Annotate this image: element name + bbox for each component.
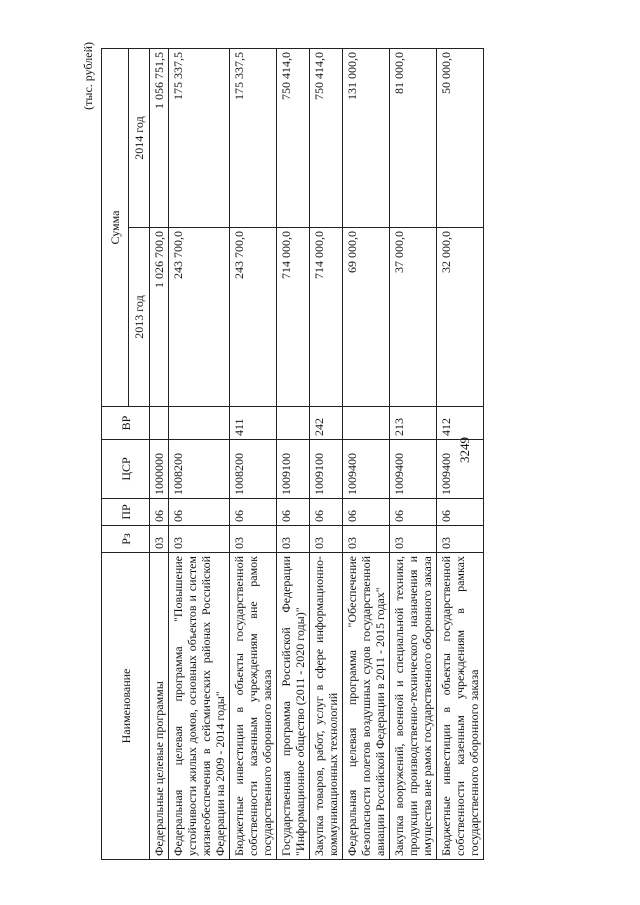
row-vr: 213	[390, 407, 437, 440]
row-pr: 06	[150, 499, 169, 526]
row-csr: 1008200	[230, 440, 277, 499]
row-rz: 03	[310, 526, 343, 553]
row-vr	[169, 407, 230, 440]
row-vr	[343, 407, 390, 440]
row-2014: 1 056 751,5	[150, 49, 169, 228]
table-row	[150, 49, 169, 860]
row-name: Бюджетные инвестиции в объекты государственной собственности казенным учреждениям вне рамок государственного оборонного заказа	[230, 553, 277, 860]
row-rz: 03	[230, 526, 277, 553]
header-vr: ВР	[102, 407, 150, 440]
row-pr: 06	[230, 499, 277, 526]
row-2014: 131 000,0	[343, 49, 390, 228]
row-2013: 32 000,0	[437, 228, 484, 407]
row-pr: 06	[277, 499, 310, 526]
row-name: Закупка товаров, работ, услуг в сфере информационно-коммуникационных технологий	[310, 553, 343, 860]
table-row	[343, 49, 390, 860]
row-rz: 03	[437, 526, 484, 553]
rotated-content	[75, 40, 555, 860]
row-csr: 1008200	[169, 440, 230, 499]
row-rz: 03	[343, 526, 390, 553]
row-pr: 06	[437, 499, 484, 526]
row-pr: 06	[310, 499, 343, 526]
row-2014: 750 414,0	[277, 49, 310, 228]
row-2014: 81 000,0	[390, 49, 437, 228]
row-csr: 1000000	[150, 440, 169, 499]
table-row	[169, 49, 230, 860]
header-csr: ЦСР	[102, 440, 150, 499]
row-vr: 411	[230, 407, 277, 440]
table-row	[310, 49, 343, 860]
row-name: Федеральная целевая программа "Обеспечение безопасности полетов воздушных судов государственной авиации Российской Федерации в 2011 - 2015 годах"	[343, 553, 390, 860]
row-vr	[150, 407, 169, 440]
row-pr: 06	[343, 499, 390, 526]
row-2014: 50 000,0	[437, 49, 484, 228]
header-pr: ПР	[102, 499, 150, 526]
header-rz: Рз	[102, 526, 150, 553]
row-2013: 714 000,0	[310, 228, 343, 407]
row-2013: 714 000,0	[277, 228, 310, 407]
row-name: Государственная программа Российской Федерации "Информационное общество (2011 - 2020 годы)"	[277, 553, 310, 860]
budget-table	[101, 48, 484, 860]
row-2014: 175 337,5	[169, 49, 230, 228]
row-rz: 03	[169, 526, 230, 553]
row-csr: 1009400	[437, 440, 484, 499]
row-csr: 1009400	[343, 440, 390, 499]
row-csr: 1009400	[390, 440, 437, 499]
row-2013: 37 000,0	[390, 228, 437, 407]
table-row	[277, 49, 310, 860]
table-row	[437, 49, 484, 860]
row-pr: 06	[390, 499, 437, 526]
header-sum: Сумма	[102, 49, 129, 407]
row-pr: 06	[169, 499, 230, 526]
row-2013: 69 000,0	[343, 228, 390, 407]
row-name: Закупка вооружений, военной и специальной техники, продукции производственно-технического назначения и имущества вне рамок государственного оборонного заказа	[390, 553, 437, 860]
table-row	[390, 49, 437, 860]
row-name: Бюджетные инвестиции в объекты государственной собственности казенным учреждениям в рамках государственного оборонного заказа	[437, 553, 484, 860]
row-rz: 03	[150, 526, 169, 553]
row-rz: 03	[390, 526, 437, 553]
row-2014: 750 414,0	[310, 49, 343, 228]
page-number: 3249	[457, 437, 472, 463]
row-csr: 1009100	[277, 440, 310, 499]
row-2013: 1 026 700,0	[150, 228, 169, 407]
header-name: Наименование	[102, 553, 150, 860]
row-2014: 175 337,5	[230, 49, 277, 228]
table-row	[230, 49, 277, 860]
row-2013: 243 700,0	[169, 228, 230, 407]
row-name: Федеральные целевые программы	[150, 553, 169, 860]
row-csr: 1009100	[310, 440, 343, 499]
row-vr: 412	[437, 407, 484, 440]
row-vr: 242	[310, 407, 343, 440]
row-2013: 243 700,0	[230, 228, 277, 407]
row-rz: 03	[277, 526, 310, 553]
row-vr	[277, 407, 310, 440]
header-year-2013: 2013 год	[129, 228, 150, 407]
header-year-2014: 2014 год	[129, 49, 150, 228]
unit-note: (тыс. рублей)	[81, 42, 95, 110]
row-name: Федеральная целевая программа "Повышение устойчивости жилых домов, основных объектов и систем жизнеобеспечения в сейсмических районах Российской Федерации на 2009 - 2014 годы"	[169, 553, 230, 860]
